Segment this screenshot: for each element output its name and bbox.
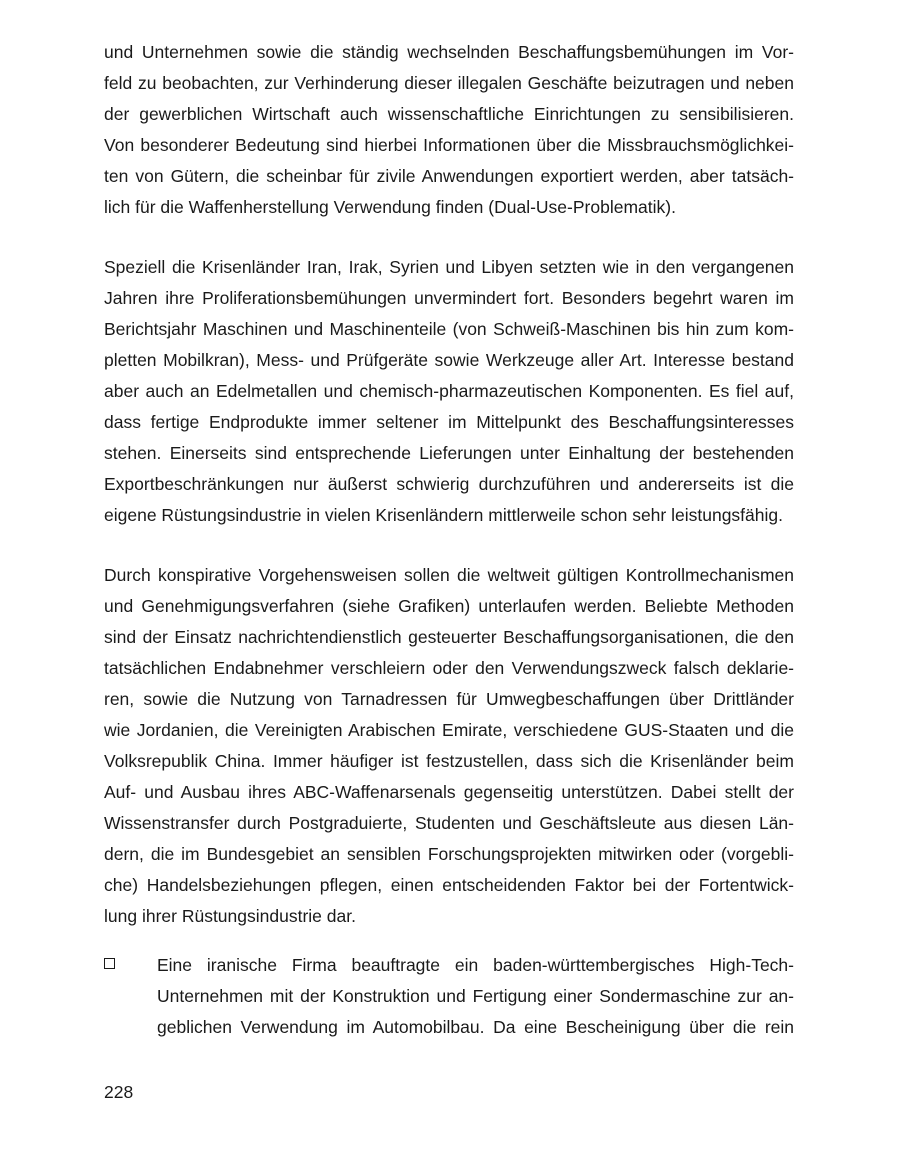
text-line: lung ihrer Rüstungsindustrie dar.	[104, 906, 356, 926]
text-line: eigene Rüstungsindustrie in vielen Krisenländern mittlerweile schon sehr leistungsfähig.	[104, 505, 783, 525]
text-line: feld zu beobachten, zur Verhinderung dieser illegalen Geschäfte beizutragen und neben	[104, 73, 794, 93]
text-line: dern, die im Bundesgebiet an sensiblen Forschungsprojekten mitwirken oder (vorgebli-	[104, 844, 794, 864]
text-line: Volksrepublik China. Immer häufiger ist festzustellen, dass sich die Krisenländer beim	[104, 751, 794, 771]
text-line: dass fertige Endprodukte immer seltener im Mittelpunkt des Beschaffungsinteresses	[104, 412, 794, 432]
text-line: Auf- und Ausbau ihres ABC-Waffenarsenals gegenseitig unterstützen. Dabei stellt der	[104, 782, 794, 802]
text-line: ren, sowie die Nutzung von Tarnadressen für Umwegbeschaffungen über Drittländer	[104, 689, 794, 709]
text-line: und Unternehmen sowie die ständig wechselnden Beschaffungsbemühungen im Vor-	[104, 42, 794, 62]
text-line: Eine iranische Firma beauftragte ein baden-württembergisches High-Tech-	[157, 955, 794, 975]
text-line: Berichtsjahr Maschinen und Maschinenteile (von Schweiß-Maschinen bis hin zum kom-	[104, 319, 794, 339]
page-number: 228	[104, 1082, 134, 1102]
text-line: ten von Gütern, die scheinbar für zivile Anwendungen exportiert werden, aber tatsäch-	[104, 166, 794, 186]
text-line: Exportbeschränkungen nur äußerst schwierig durchzuführen und andererseits ist die	[104, 474, 794, 494]
text-line: geblichen Verwendung im Automobilbau. Da eine Bescheinigung über die rein	[157, 1017, 794, 1037]
text-line: Durch konspirative Vorgehensweisen sollen die weltweit gültigen Kontrollmechanismen	[104, 565, 794, 585]
text-line: lich für die Waffenherstellung Verwendung finden (Dual-Use-Problematik).	[104, 197, 676, 217]
text-line: der gewerblichen Wirtschaft auch wissenschaftliche Einrichtungen zu sensibilisieren.	[104, 104, 794, 124]
text-line: Von besonderer Bedeutung sind hierbei Informationen über die Missbrauchsmöglichkei-	[104, 135, 794, 155]
text-line: pletten Mobilkran), Mess- und Prüfgeräte sowie Werkzeuge aller Art. Interesse bestand	[104, 350, 794, 370]
text-line: wie Jordanien, die Vereinigten Arabischen Emirate, verschiedene GUS-Staaten und die	[104, 720, 794, 740]
text-line: und Genehmigungsverfahren (siehe Grafiken) unterlaufen werden. Beliebte Methoden	[104, 596, 794, 616]
text-line: aber auch an Edelmetallen und chemisch-pharmazeutischen Komponenten. Es fiel auf,	[104, 381, 794, 401]
text-line: stehen. Einerseits sind entsprechende Lieferungen unter Einhaltung der bestehenden	[104, 443, 794, 463]
text-line: Wissenstransfer durch Postgraduierte, Studenten und Geschäftsleute aus diesen Län-	[104, 813, 794, 833]
text-line: Unternehmen mit der Konstruktion und Fertigung einer Sondermaschine zur an-	[157, 986, 794, 1006]
text-line: Jahren ihre Proliferationsbemühungen unvermindert fort. Besonders begehrt waren im	[104, 288, 794, 308]
text-line: Speziell die Krisenländer Iran, Irak, Syrien und Libyen setzten wie in den vergangenen	[104, 257, 794, 277]
checkbox-bullet-icon	[104, 958, 115, 969]
text-line: sind der Einsatz nachrichtendienstlich gesteuerter Beschaffungsorganisationen, die den	[104, 627, 794, 647]
text-line: tatsächlichen Endabnehmer verschleiern oder den Verwendungszweck falsch deklarie-	[104, 658, 794, 678]
text-line: che) Handelsbeziehungen pflegen, einen entscheidenden Faktor bei der Fortentwick-	[104, 875, 794, 895]
